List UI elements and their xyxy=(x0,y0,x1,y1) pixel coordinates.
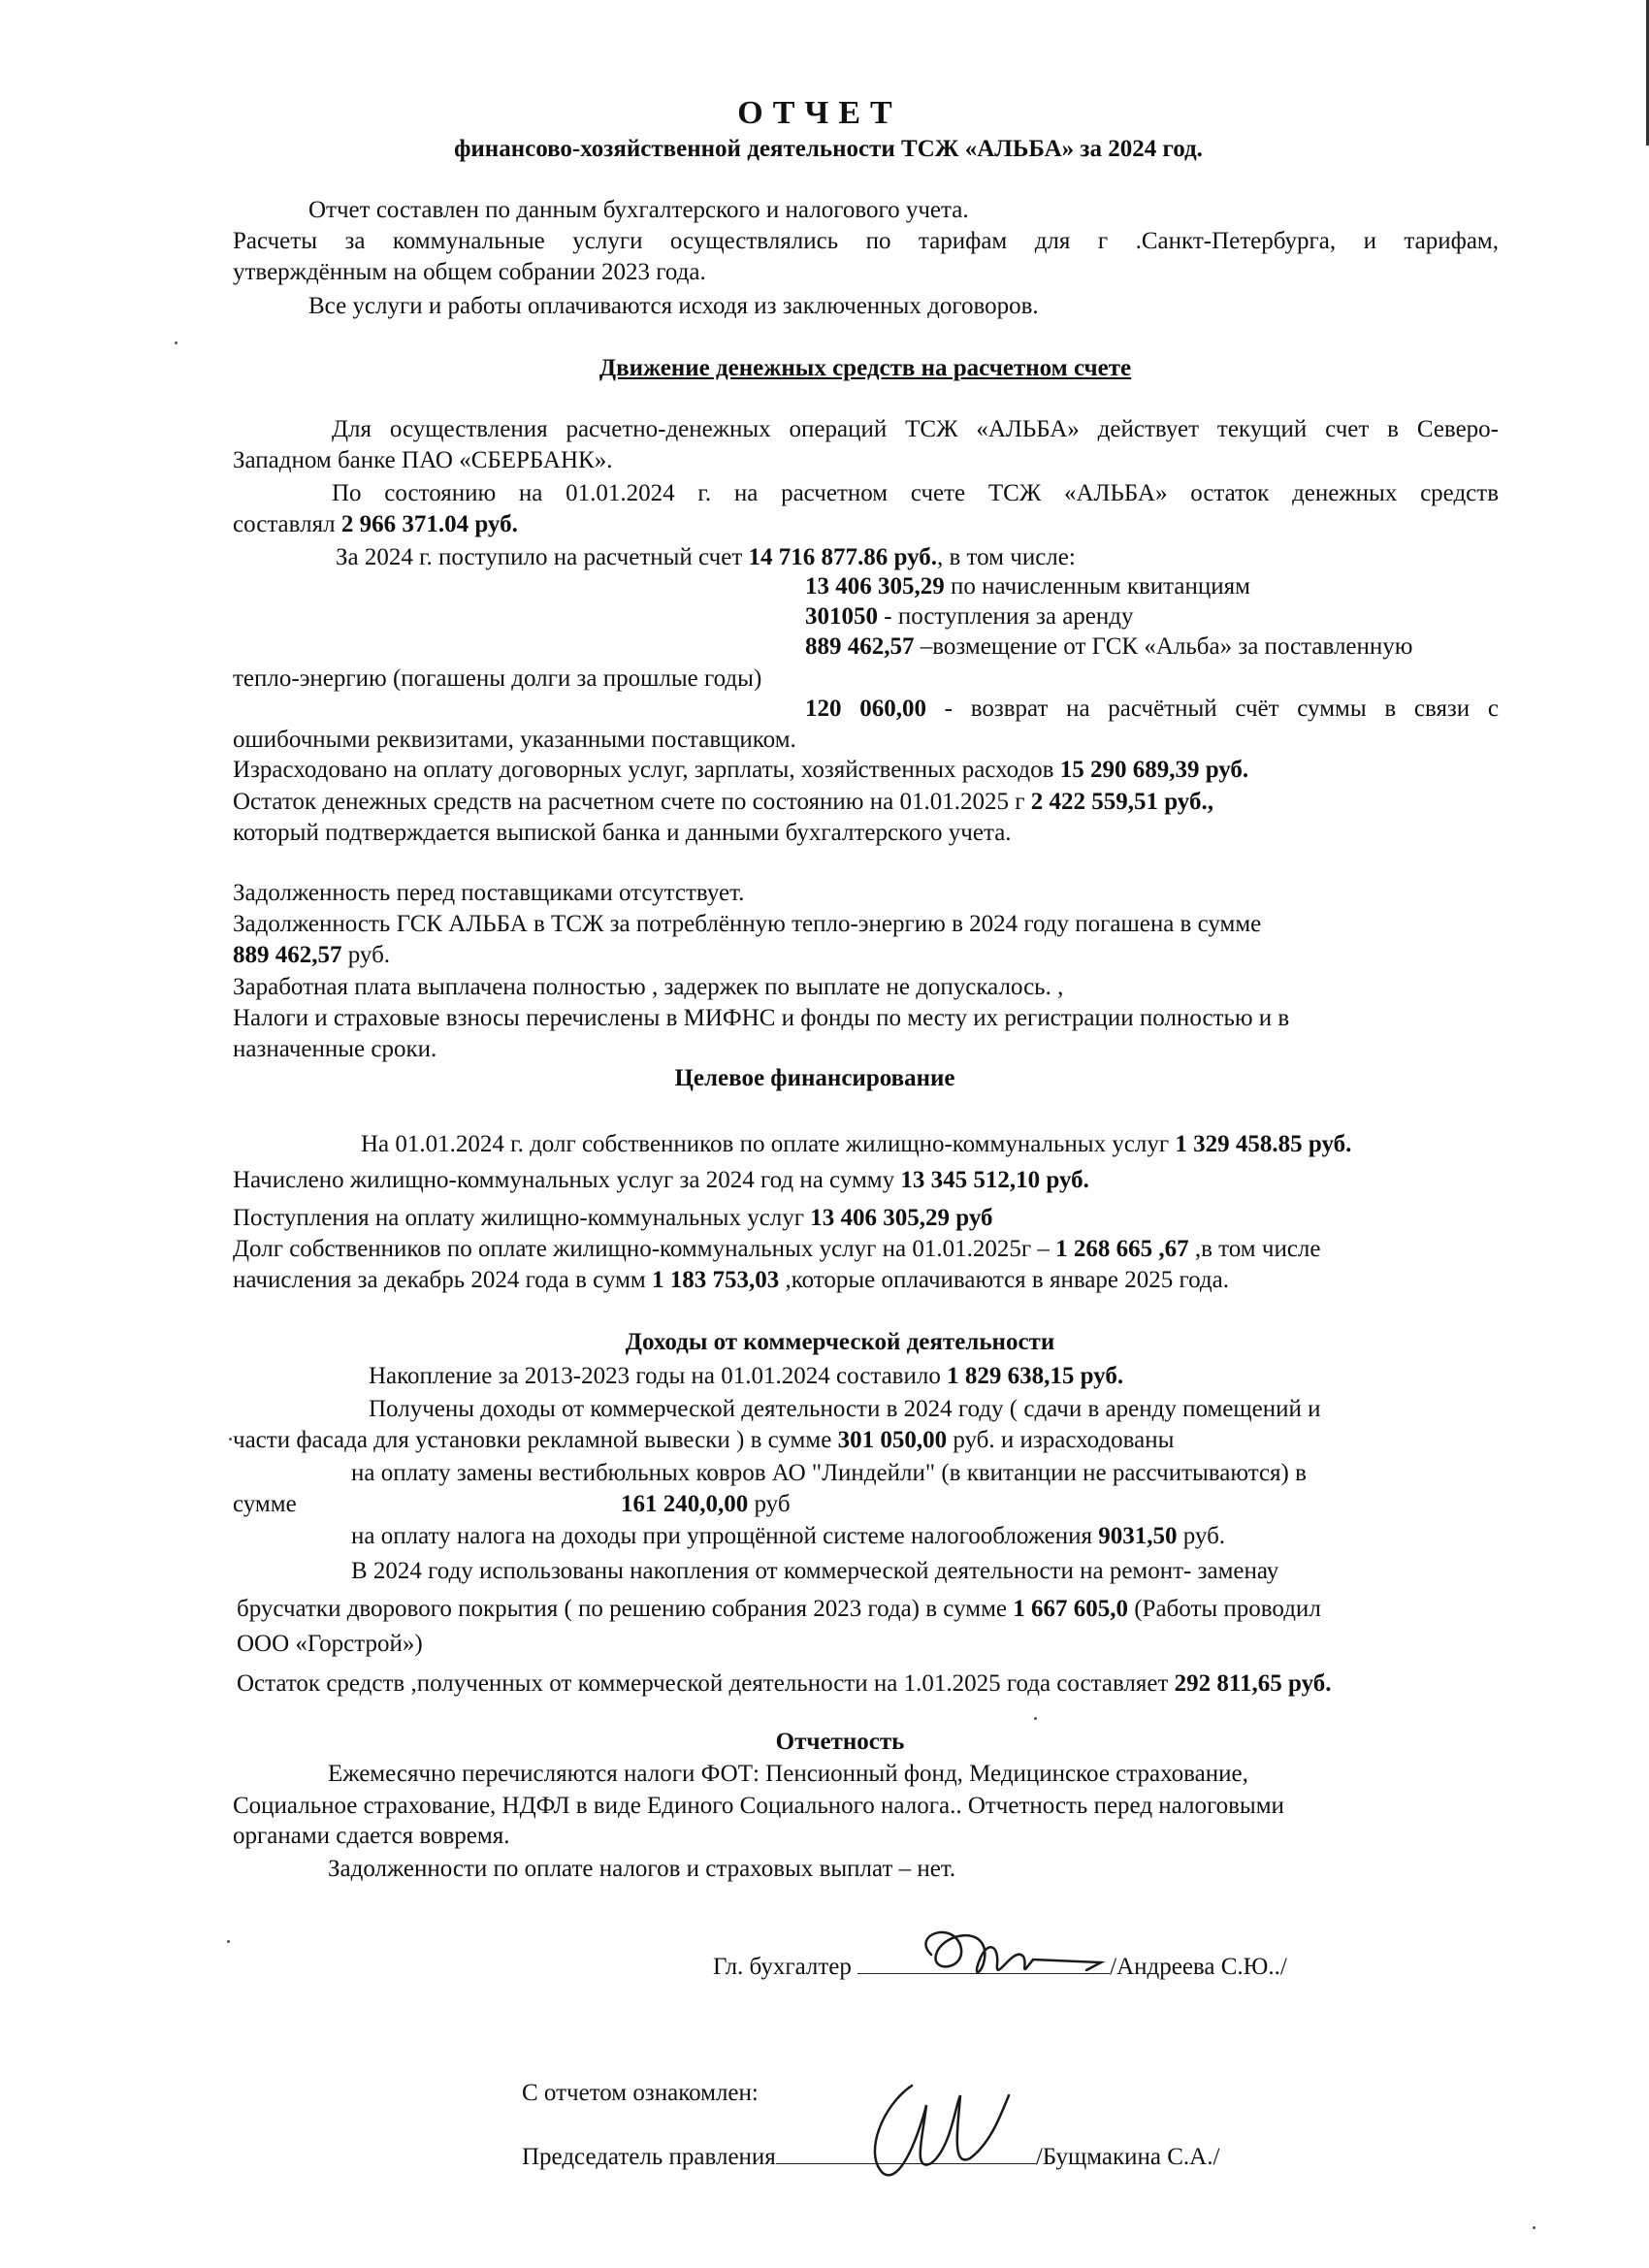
taxes-line-2: назначенные сроки. xyxy=(233,1036,437,1062)
commercial-balance-line: Остаток средств ,полученных от коммерческой деятельности на 1.01.2025 года составляет 292 811,65 руб. xyxy=(237,1670,1332,1697)
income-total-line: За 2024 г. поступило на расчетный счет 14 716 877.86 руб., в том числе: xyxy=(336,544,1076,570)
debt-suppliers-line: Задолженность перед поставщиками отсутствует. xyxy=(233,880,745,906)
section-heading-cash-flow: Движение денежных средств на расчетном счете xyxy=(598,355,1132,381)
closing-balance-value: 2 422 559,51 руб., xyxy=(1030,789,1213,815)
intro-line-4: Все услуги и работы оплачиваются исходя из заключенных договоров. xyxy=(308,293,1039,319)
acknowledged-label: С отчетом ознакомлен: xyxy=(522,2080,759,2106)
taxes-line-1: Налоги и страховые взносы перечислены в МИФНС и фонды по месту их регистрации полностью и в xyxy=(233,1005,1290,1031)
chairman-name: /Бущмакина С.А./ xyxy=(1035,2144,1220,2170)
carpets-expense-line: на оплату замены вестибюльных ковров АО "Линдейли" (в квитанции не рассчитываются) в xyxy=(351,1460,1307,1486)
paving-repair-line-2: брусчатки дворового покрытия ( по решению собрания 2023 года) в сумме 1 667 605,0 (Работы проводил xyxy=(237,1596,1321,1622)
income-item-rent: 301050 - поступления за аренду xyxy=(805,603,1134,630)
scan-dot xyxy=(1034,1717,1037,1720)
intro-line-2: Расчеты за коммунальные услуги осуществлялись по тарифам для г .Санкт-Петербурга, и тарифам, xyxy=(233,228,1499,254)
carpets-expense-sum-label: сумме xyxy=(233,1491,297,1517)
owners-debt-opening: На 01.01.2024 г. долг собственников по оплате жилищно-коммунальных услуг 1 329 458.85 руб. xyxy=(361,1131,1352,1157)
scan-dot xyxy=(227,1940,230,1943)
reporting-line-1: Ежемесячно перечисляются налоги ФОТ: Пенсионный фонд, Медицинское страхование, xyxy=(328,1761,1248,1787)
charged-services-line: Начислено жилищно-коммунальных услуг за 2024 год на сумму 13 345 512,10 руб. xyxy=(233,1167,1089,1193)
reporting-line-4: Задолженности по оплате налогов и страховых выплат – нет. xyxy=(328,1856,956,1882)
chairman-role: Председатель правления xyxy=(522,2144,776,2170)
opening-balance-line-2: составлял 2 966 371.04 руб. xyxy=(233,511,518,537)
commercial-income-line-1: Получены доходы от коммерческой деятельности в 2024 году ( сдачи в аренду помещений и xyxy=(369,1396,1321,1422)
accountant-name: /Андреева С.Ю../ xyxy=(1110,1954,1287,1980)
accumulation-line: Накопление за 2013-2023 годы на 01.01.2024 составило 1 829 638,15 руб. xyxy=(369,1363,1124,1389)
scan-dot xyxy=(229,1438,232,1441)
scan-dot xyxy=(1533,2226,1536,2229)
opening-balance-value: 2 966 371.04 руб. xyxy=(340,511,518,537)
intro-line-1: Отчет составлен по данным бухгалтерского и налогового учета. xyxy=(308,197,969,223)
commercial-income-line-2: части фасада для установки рекламной вывески ) в сумме 301 050,00 руб. и израсходованы xyxy=(233,1427,1175,1453)
opening-balance-line-1: По состоянию на 01.01.2024 г. на расчетном счете ТСЖ «АЛЬБА» остаток денежных средств xyxy=(332,480,1499,506)
section-heading-commercial-income: Доходы от коммерческой деятельности xyxy=(625,1329,1055,1355)
intro-line-3: утверждённым на общем собрании 2023 года. xyxy=(233,259,706,285)
debt-gsk-line: Задолженность ГСК АЛЬБА в ТСЖ за потреблённую тепло-энергию в 2024 году погашена в сумме xyxy=(233,911,1262,937)
reporting-line-2: Социальное страхование, НДФЛ в виде Единого Социального налога.. Отчетность перед налоговыми xyxy=(233,1793,1284,1819)
expenses-value: 15 290 689,39 руб. xyxy=(1059,757,1249,783)
debt-gsk-amount: 889 462,57 руб. xyxy=(233,942,391,968)
closing-balance-cont: который подтверждается выпиской банка и данными бухгалтерского учета. xyxy=(233,820,1012,846)
december-charges-line: начисления за декабрь 2024 года в сумм 1 183 753,03 ,которые оплачиваются в январе 2025 года. xyxy=(233,1267,1229,1293)
reporting-line-3: органами сдается вовремя. xyxy=(233,1823,510,1849)
paving-contractor-line: ООО «Горстрой») xyxy=(237,1631,423,1657)
salary-line: Заработная плата выплачена полностью , задержек по выплате не допускалось. , xyxy=(233,974,1064,1000)
bank-account-line-1: Для осуществления расчетно-денежных операций ТСЖ «АЛЬБА» действует текущий счет в Северо- xyxy=(332,416,1499,442)
closing-balance-line: Остаток денежных средств на расчетном счете по состоянию на 01.01.2025 г 2 422 559,51 руб., xyxy=(233,789,1213,815)
section-heading-reporting: Отчетность xyxy=(775,1729,905,1755)
income-item-gsk-cont: тепло-энергию (погашены долги за прошлые годы) xyxy=(233,665,762,692)
report-title: ОТЧЕТ xyxy=(737,95,902,131)
income-total-value: 14 716 877.86 руб. xyxy=(748,544,937,570)
scan-dot xyxy=(175,341,178,344)
accountant-role: Гл. бухгалтер xyxy=(713,1954,852,1980)
paving-repair-line-1: В 2024 году использованы накопления от коммерческой деятельности на ремонт- заменау xyxy=(351,1558,1279,1584)
section-heading-target-financing: Целевое финансирование xyxy=(674,1065,955,1091)
bank-account-line-2: Западном банке ПАО «СБЕРБАНК». xyxy=(233,447,613,473)
carpets-expense-amount: 161 240,0,00 руб xyxy=(621,1491,791,1517)
report-subtitle: финансово-хозяйственной деятельности ТСЖ «АЛЬБА» за 2024 год. xyxy=(454,136,1203,162)
payments-received-line: Поступления на оплату жилищно-коммунальных услуг 13 406 305,29 руб xyxy=(233,1205,993,1231)
chairman-signature xyxy=(854,2066,1038,2192)
owners-debt-closing: Долг собственников по оплате жилищно-коммунальных услуг на 01.01.2025г – 1 268 665 ,67 ,в том числе xyxy=(233,1236,1321,1262)
income-item-refund: 120 060,00 - возврат на расчётный счёт суммы в связи с xyxy=(805,696,1499,722)
income-item-refund-cont: ошибочными реквизитами, указанными поставщиком. xyxy=(233,727,796,753)
simplified-tax-line: на оплату налога на доходы при упрощённой системе налогообложения 9031,50 руб. xyxy=(351,1523,1226,1549)
expenses-line: Израсходовано на оплату договорных услуг, зарплаты, хозяйственных расходов 15 290 689,39 руб. xyxy=(233,757,1249,783)
income-item-receipts: 13 406 305,29 по начисленным квитанциям xyxy=(805,573,1250,599)
income-item-gsk: 889 462,57 –возмещение от ГСК «Альба» за поставленную xyxy=(805,633,1413,660)
accountant-signature xyxy=(892,1916,1125,1993)
